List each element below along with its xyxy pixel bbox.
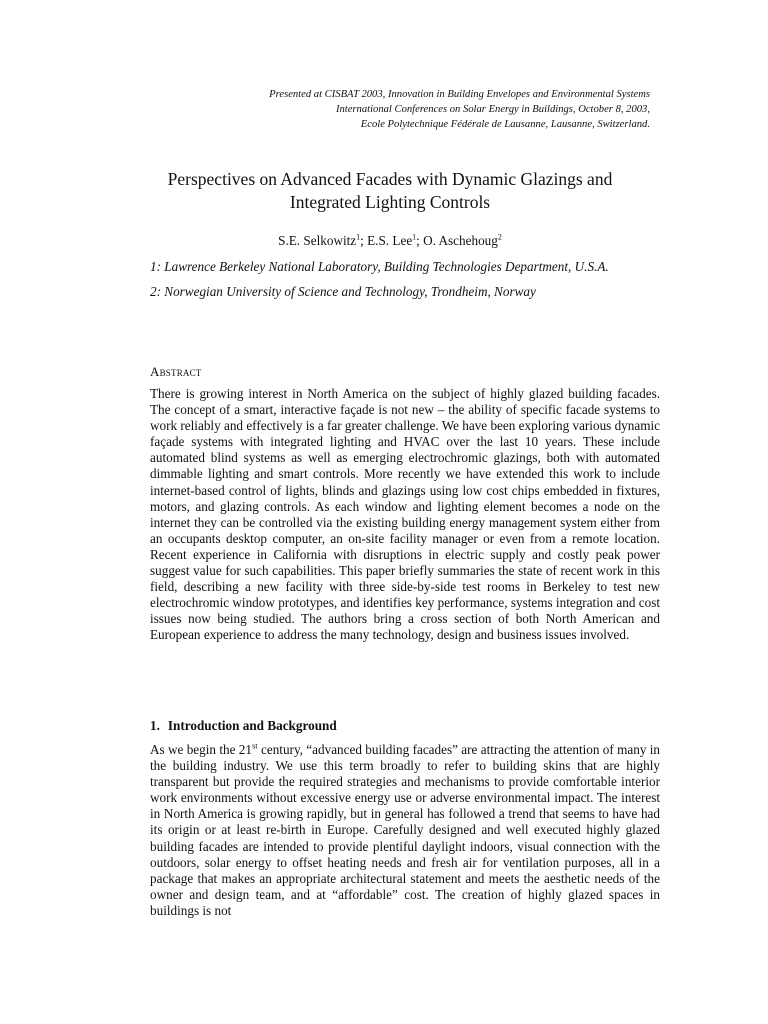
- author-name: O. Aschehoug: [423, 233, 498, 248]
- conference-note: [130, 87, 650, 132]
- section-body: [150, 742, 660, 919]
- section-heading: [150, 718, 337, 734]
- conference-note-line: Presented at CISBAT 2003, Innovation in Building Envelopes and Environmental Systems: [269, 89, 650, 100]
- author-name: S.E. Selkowitz: [278, 233, 357, 248]
- conference-note-line: Ecole Polytechnique Fédérale de Lausanne, Lausanne, Switzerland.: [360, 119, 650, 130]
- paper-title: [130, 168, 650, 214]
- author-affiliation-mark: 1: [412, 232, 417, 242]
- ordinal-suffix: st: [251, 740, 258, 751]
- paper-title-line: Perspectives on Advanced Facades with Dynamic Glazings and: [167, 169, 613, 189]
- paper-title-line: Integrated Lighting Controls: [289, 192, 491, 212]
- section-text: As we begin the 21: [150, 742, 252, 757]
- section-title: Introduction and Background: [167, 718, 337, 733]
- author-affiliation-mark: 1: [356, 232, 361, 242]
- section-number: 1.: [150, 718, 160, 733]
- abstract-heading: Abstract: [150, 364, 202, 379]
- section-text: century, “advanced building facades” are attracting the attention of many in the building industry. We use this term broadly to refer to building skins that are highly transparent but provide the required strategies and mechanisms to provide comfortable interior work environments without excessive energy use or adverse environmental impact. The interest in North America is growing rapidly, but in general has followed a trend that seems to have had its origin or at least re-birth in Europe. Carefully designed and well executed highly glazed building facades are intended to provide plentiful daylight indoors, visual connection with the outdoors, solar energy to offset heating needs and fresh air for ventilation purposes, all in a package that makes an appropriate architectural statement and meets the aesthetic needs of the owner and design team, and at “affordable” cost. The creation of highly glazed spaces in buildings is not: [150, 742, 661, 918]
- affiliation: 1: Lawrence Berkeley National Laboratory, Building Technologies Department, U.S.A.: [150, 259, 609, 274]
- author-list: [130, 233, 650, 249]
- conference-note-line: International Conferences on Solar Energy in Buildings, October 8, 2003,: [335, 104, 650, 115]
- author-name: E.S. Lee: [367, 233, 413, 248]
- author-separator: ;: [360, 233, 368, 248]
- abstract-body: There is growing interest in North America on the subject of highly glazed building facades. The concept of a smart, interactive façade is not new – the ability of specific facade systems to work reliably and effectively is a far greater challenge. We have been exploring various dynamic façade systems with integrated lighting and HVAC over the last 10 years. These include automated blind systems as well as emerging electrochromic glazings, both with automated dimmable lighting and smart controls. More recently we have extended this work to include internet-based control of lights, blinds and glazings using low cost chips embedded in fixtures, motors, and glazing controls. As each window and lighting element becomes a node on the internet they can be controlled via the existing building energy management system either from an occupants desktop computer, an on-site facility manager or even from a remote location. Recent experience in California with disruptions in electric supply and costly peak power suggest value for such capabilities. This paper briefly summaries the state of recent work in this field, describing a new facility with three side-by-side test rooms in Berkeley to test new electrochromic window prototypes, and identifies key performance, systems integration and cost issues now being studied. The authors bring a cross section of both North American and European experience to address the many technology, design and business issues involved.: [150, 386, 660, 643]
- author-affiliation-mark: 2: [497, 232, 502, 242]
- affiliation: 2: Norwegian University of Science and Technology, Trondheim, Norway: [150, 284, 536, 299]
- author-separator: ;: [416, 233, 424, 248]
